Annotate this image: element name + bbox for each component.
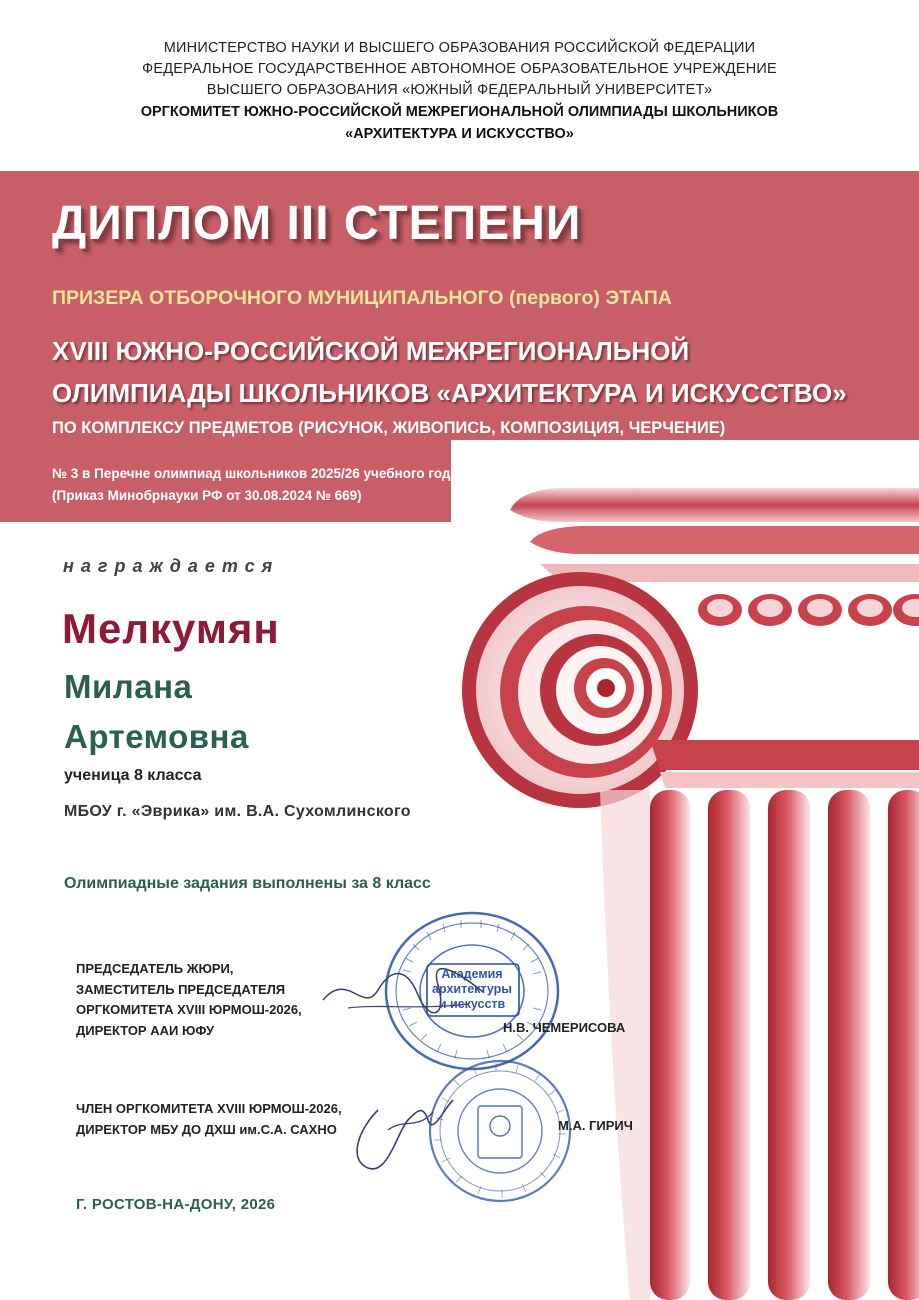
order-reference: (Приказ Минобрнауки РФ от 30.08.2024 № 669) [52, 488, 362, 503]
recipient-patronymic: Артемовна [64, 718, 249, 755]
signatory-1-position-line: ОРГКОМИТЕТА XVIII ЮРМОШ-2026, [76, 1002, 302, 1017]
subjects-line: ПО КОМПЛЕКСУ ПРЕДМЕТОВ (РИСУНОК, ЖИВОПИСЬ, КОМПОЗИЦИЯ, ЧЕРЧЕНИЕ) [52, 419, 726, 437]
signature-chairman [318, 960, 488, 1030]
tasks-grade-line: Олимпиадные задания выполнены за 8 класс [64, 875, 431, 892]
signatory-1-position-line: ЗАМЕСТИТЕЛЬ ПРЕДСЕДАТЕЛЯ [76, 981, 286, 997]
olympiad-line-2: ОЛИМПИАДЫ ШКОЛЬНИКОВ «АРХИТЕКТУРА И ИСКУССТВО» [52, 378, 847, 408]
header-olympiad-name: «АРХИТЕКТУРА И ИСКУССТВО» [345, 126, 574, 142]
recipient-first-name: Милана [64, 668, 193, 705]
recipient-school: МБОУ г. «Эврика» им. В.А. Сухомлинского [64, 803, 411, 820]
diploma-title: ДИПЛОМ III СТЕПЕНИ [52, 197, 582, 250]
title-band-tab [0, 440, 451, 522]
signatory-2-position-line: ЧЛЕН ОРГКОМИТЕТА XVIII ЮРМОШ-2026, [76, 1101, 342, 1116]
signatory-1-position-line: ДИРЕКТОР ААИ ЮФУ [76, 1022, 215, 1038]
issuer-header [0, 38, 919, 145]
olympiad-line-1: XVIII ЮЖНО-РОССИЙСКОЙ МЕЖРЕГИОНАЛЬНОЙ [52, 336, 690, 366]
city-year: Г. РОСТОВ-НА-ДОНУ, 2026 [76, 1196, 276, 1213]
signatory-1-name: Н.В. ЧЕМЕРИСОВА [503, 1020, 626, 1035]
header-line-institution: ФЕДЕРАЛЬНОЕ ГОСУДАРСТВЕННОЕ АВТОНОМНОЕ ОБРАЗОВАТЕЛЬНОЕ УЧРЕЖДЕНИЕ [142, 61, 777, 77]
list-number: № 3 в Перечне олимпиад школьников 2025/26 учебного года [52, 466, 458, 481]
signatory-1-position-line: ПРЕДСЕДАТЕЛЬ ЖЮРИ, [76, 961, 234, 976]
header-orgcommittee: ОРГКОМИТЕТ ЮЖНО-РОССИЙСКОЙ МЕЖРЕГИОНАЛЬНОЙ ОЛИМПИАДЫ ШКОЛЬНИКОВ [140, 104, 779, 120]
header-line-university: ВЫСШЕГО ОБРАЗОВАНИЯ «ЮЖНЫЙ ФЕДЕРАЛЬНЫЙ УНИВЕРСИТЕТ» [206, 82, 713, 98]
seal-center-text: Академия архитектуры и искусств [432, 967, 512, 1011]
signatory-2-position [76, 1099, 342, 1140]
recipient-grade: ученица 8 класса [64, 767, 202, 784]
signatory-1-position [76, 959, 302, 1041]
stage-line: ПРИЗЕРА ОТБОРОЧНОГО МУНИЦИПАЛЬНОГО (первого) ЭТАПА [52, 287, 672, 309]
signatory-2-name: М.А. ГИРИЧ [558, 1118, 633, 1133]
header-line-ministry: МИНИСТЕРСТВО НАУКИ И ВЫСШЕГО ОБРАЗОВАНИЯ РОССИЙСКОЙ ФЕДЕРАЦИИ [163, 40, 756, 56]
awarded-label: награждается [63, 556, 280, 576]
recipient-surname: Мелкумян [62, 605, 280, 652]
signature-member [348, 1090, 458, 1175]
signatory-2-position-line: ДИРЕКТОР МБУ ДО ДХШ им.С.А. САХНО [76, 1121, 337, 1137]
